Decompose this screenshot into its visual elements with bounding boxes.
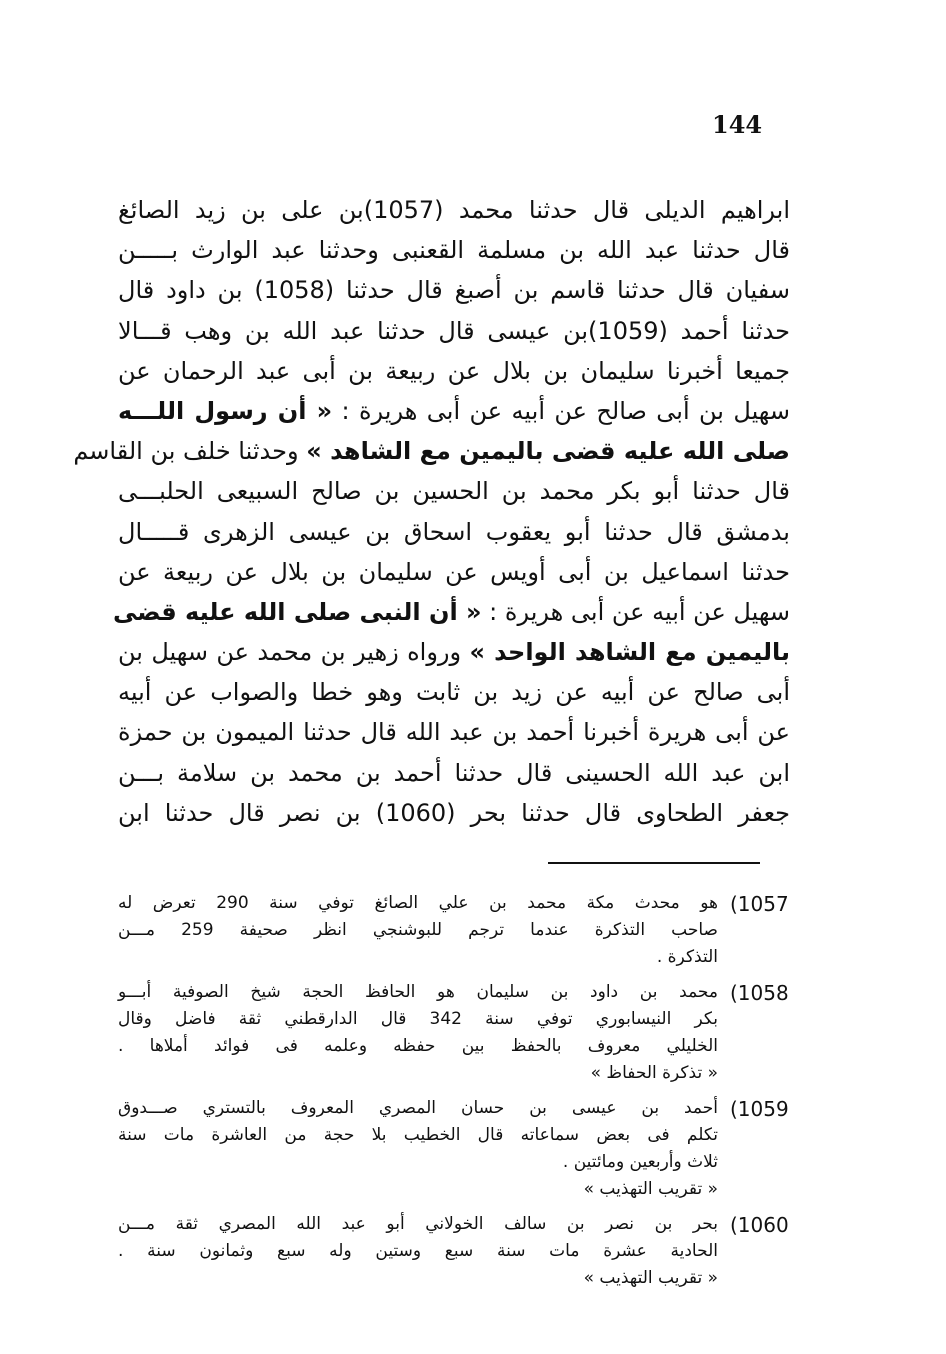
text-segment: ابراهيم الديلى قال حدثنا محمد (1057)بن على بن زيد الصائغ: [118, 196, 790, 224]
footnote-line: الخليلي معروف بالحفظ بين حفظه وعلمه فى فوائد أملاها .: [118, 1036, 718, 1056]
footnote-number: (1060: [730, 1213, 789, 1237]
hadith-quote: باليمين مع الشاهد الواحد »: [469, 638, 791, 667]
text-segment: سفيان قال حدثنا قاسم بن أصبغ قال حدثنا (1058) بن داود قال: [118, 276, 790, 305]
footnote: [118, 1211, 798, 1292]
text-segment: حدثنا اسماعيل بن أبى أويس عن سليمان بن بلال عن ربيعة عن: [118, 557, 790, 586]
text-segment: سهيل عن أبيه عن أبى هريرة :: [481, 597, 790, 626]
footnote-line: ثلاث وأربعين ومائتين .: [562, 1152, 718, 1172]
text-segment: أبى صالح عن أبيه عن زيد بن ثابت وهو خطا والصواب عن أبيه: [118, 678, 790, 707]
text-line: [118, 351, 790, 391]
footnote-line: التذكرة .: [656, 947, 718, 967]
footnotes: [118, 890, 798, 1300]
footnote-text: [118, 979, 718, 1087]
footnote-text: [118, 1095, 718, 1203]
text-line: [73, 431, 790, 471]
text-segment: وحدثنا خلف بن القاسم: [73, 437, 307, 466]
footnote-line: « تقريب التهذيب »: [583, 1268, 718, 1288]
footnote-line: تكلم فى بعض سماعاته قال الخطيب بلا حجة من العاشرة مات سنة: [118, 1125, 718, 1145]
footnote: [118, 979, 798, 1087]
hadith-quote: صلى الله عليه قضى باليمين مع الشاهد »: [306, 437, 790, 466]
text-line: [118, 512, 790, 552]
text-line: [118, 471, 790, 511]
footnote: [118, 890, 798, 971]
footnote-line: أحمد بن عيسى بن حسان المصري المعروف بالتستري صـــدوق: [118, 1098, 718, 1118]
text-line: [118, 190, 790, 230]
text-segment: حدثنا أحمد (1059)بن عيسى قال حدثنا عبد الله بن وهب قـــالا: [118, 316, 790, 345]
text-segment: عن أبى هريرة أخبرنا أحمد بن عبد الله قال حدثنا الميمون بن حمزة: [118, 718, 790, 747]
footnote-line: بحر بن نصر بن سالف الخولاني أبو عبد الله المصري ثقة مـــن: [118, 1214, 718, 1234]
footnote-number: (1058: [730, 981, 789, 1005]
footnote-line: « تقريب التهذيب »: [583, 1179, 718, 1199]
hadith-quote: « أن النبى صلى الله عليه قضى: [113, 597, 482, 626]
footnote-divider: [548, 862, 760, 864]
text-line: [118, 230, 790, 270]
text-segment: جعفر الطحاوى قال حدثنا بحر (1060) بن نصر قال حدثنا ابن: [118, 798, 790, 827]
footnote-line: الحادية عشرة مات سنة سبع وستين وله سبع وثمانون سنة .: [118, 1241, 718, 1261]
footnote-number: (1057: [730, 892, 789, 916]
text-line: [118, 712, 790, 752]
text-line: [118, 632, 790, 672]
text-line: [118, 391, 790, 431]
footnote-text: [118, 890, 718, 971]
text-segment: قال حدثنا أبو بكر محمد بن الحسين بن صالح السبيعى الحلبـــى: [118, 477, 790, 506]
text-segment: جميعا أخبرنا سليمان بن بلال عن ربيعة بن أبى عبد الرحمان عن: [118, 356, 790, 385]
footnote-number: (1059: [730, 1097, 789, 1121]
footnote-line: بكر النيسابوري توفي سنة 342 قال الدارقطني ثقة فاضل وقال: [118, 1009, 718, 1029]
text-line: [118, 753, 790, 793]
footnote-line: محمد بن داود بن سليمان هو الحافظ الحجة شيخ الصوفية أبـــو: [118, 982, 718, 1002]
hadith-quote: « أن رسول اللـــه: [118, 396, 333, 425]
text-line: [118, 672, 790, 712]
text-line: [118, 793, 790, 833]
text-segment: قال حدثنا عبد الله بن مسلمة القعنبى وحدثنا عبد الوارث بـــــن: [118, 236, 790, 265]
footnote: [118, 1095, 798, 1203]
text-line: [118, 311, 790, 351]
footnote-line: « تذكرة الحفاظ »: [590, 1063, 718, 1083]
text-segment: ابن عبد الله الحسينى قال حدثنا أحمد بن محمد بن سلامة بـــن: [118, 758, 790, 787]
text-segment: ورواه زهير بن محمد عن سهيل بن: [118, 638, 470, 667]
text-segment: بدمشق قال حدثنا أبو يعقوب اسحاق بن عيسى الزهرى قـــــال: [118, 517, 790, 546]
footnote-text: [118, 1211, 718, 1292]
page-number: 144: [712, 110, 763, 139]
footnote-line: هو محدث مكة محمد بن علي الصائغ توفي سنة 290 تعرض له: [118, 893, 719, 913]
text-line: [118, 552, 790, 592]
text-line: [113, 592, 790, 632]
text-segment: سهيل بن أبى صالح عن أبيه عن أبى هريرة :: [332, 396, 790, 425]
footnote-line: صاحب التذكرة عندما ترجم للبوشنجي انظر صحيفة 259 مـــن: [118, 920, 718, 940]
text-line: [118, 270, 790, 310]
main-text: [73, 190, 791, 833]
